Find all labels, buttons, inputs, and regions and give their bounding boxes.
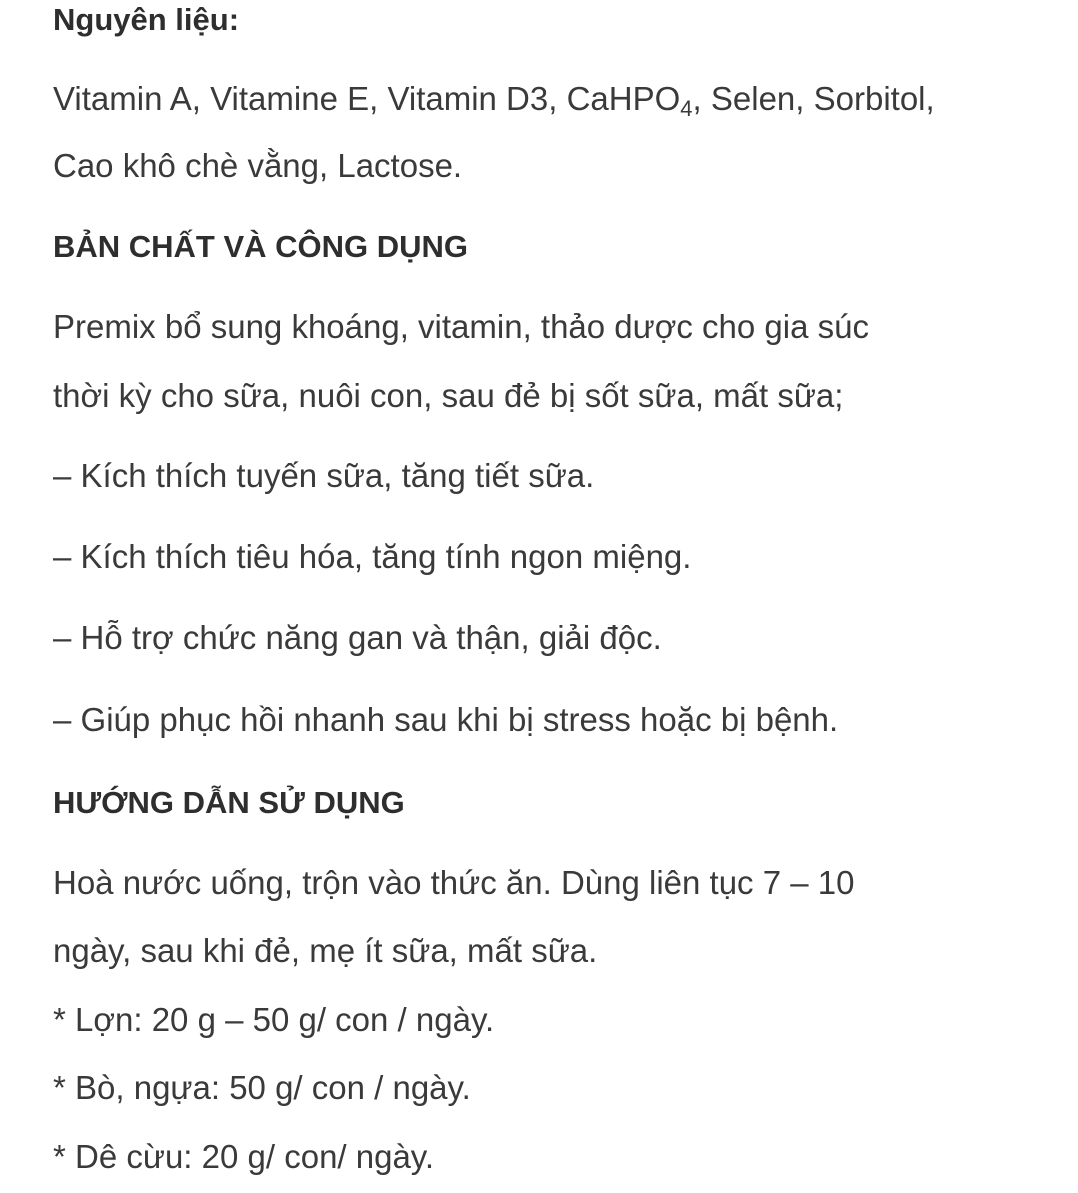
ingredients-text-continued: , Selen, Sorbitol,: [692, 80, 935, 117]
ingredients-line-1: [53, 79, 935, 119]
nature-uses-intro-line-2: thời kỳ cho sữa, nuôi con, sau đẻ bị sốt sữa, mất sữa;: [53, 377, 844, 414]
usage-intro-line-2: ngày, sau khi đẻ, mẹ ít sữa, mất sữa.: [53, 932, 598, 969]
benefit-list-item: – Hỗ trợ chức năng gan và thận, giải độc.: [53, 619, 662, 656]
ingredients-line-2: Cao khô chè vằng, Lactose.: [53, 147, 463, 184]
dosage-list-item: * Lợn: 20 g – 50 g/ con / ngày.: [53, 1001, 495, 1038]
ingredients-subscript: 4: [680, 96, 693, 121]
usage-heading: HƯỚNG DẪN SỬ DỤNG: [53, 785, 405, 820]
benefit-list-item: – Kích thích tiêu hóa, tăng tính ngon miệng.: [53, 538, 692, 575]
ingredients-heading: Nguyên liệu:: [53, 2, 240, 37]
benefit-list-item: – Giúp phục hồi nhanh sau khi bị stress hoặc bị bệnh.: [53, 701, 839, 738]
dosage-list-item: * Bò, ngựa: 50 g/ con / ngày.: [53, 1069, 471, 1106]
ingredients-text: Vitamin A, Vitamine E, Vitamin D3, CaHPO: [53, 80, 681, 117]
benefit-list-item: – Kích thích tuyến sữa, tăng tiết sữa.: [53, 457, 595, 494]
nature-uses-heading: BẢN CHẤT VÀ CÔNG DỤNG: [53, 229, 469, 264]
dosage-list-item: * Dê cừu: 20 g/ con/ ngày.: [53, 1138, 435, 1175]
nature-uses-intro-line-1: Premix bổ sung khoáng, vitamin, thảo dược cho gia súc: [53, 308, 869, 345]
usage-intro-line-1: Hoà nước uống, trộn vào thức ăn. Dùng liên tục 7 – 10: [53, 864, 855, 901]
